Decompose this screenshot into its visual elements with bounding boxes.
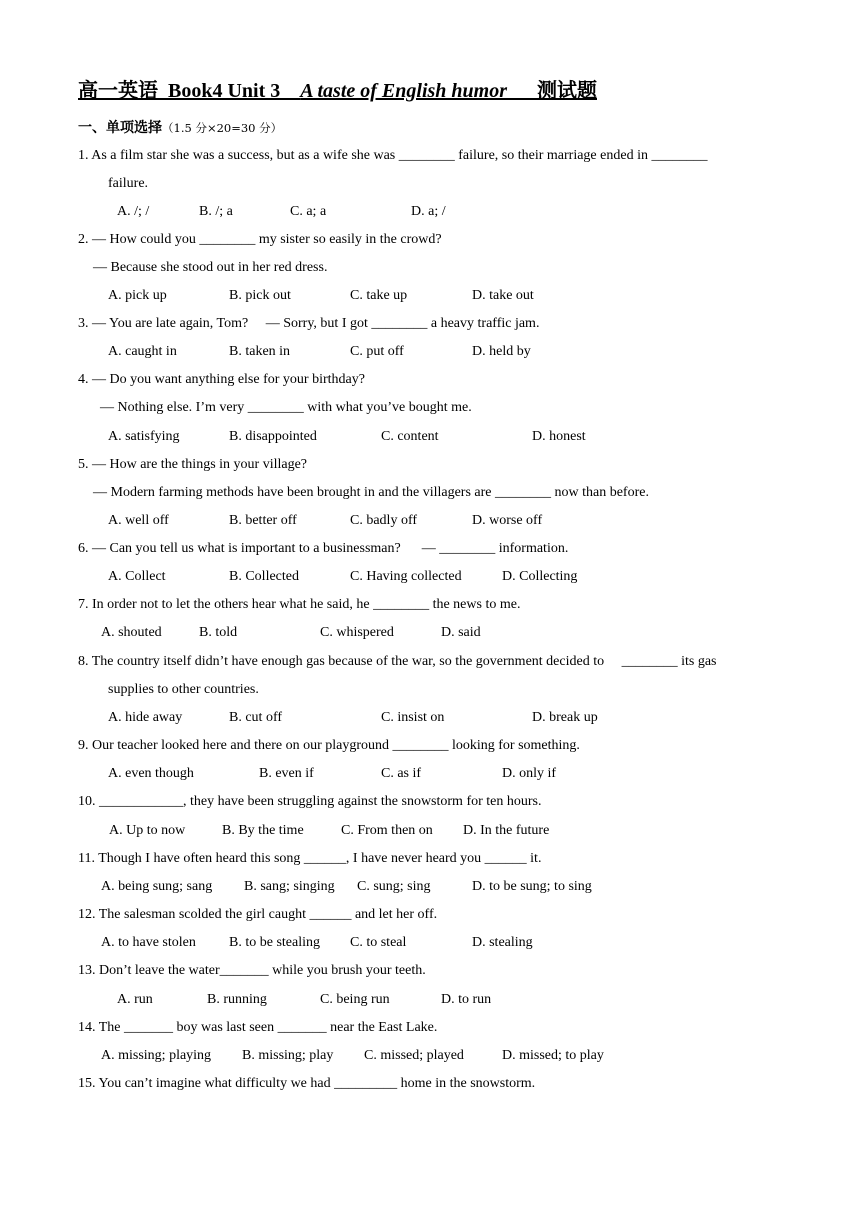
- option-c: C. badly off: [350, 513, 418, 528]
- question-text: 12. The salesman scolded the girl caught ______ and let her off.: [78, 907, 438, 922]
- option-a: A. run: [117, 992, 153, 1007]
- option-d: D. said: [441, 625, 481, 640]
- option-b: B. even if: [259, 766, 314, 781]
- option-b: B. By the time: [222, 823, 304, 838]
- option-b: B. missing; play: [242, 1048, 334, 1063]
- title-suffix: 测试题: [507, 80, 597, 102]
- option-c: C. insist on: [381, 710, 445, 725]
- option-b: B. running: [207, 992, 267, 1007]
- option-c: C. a; a: [290, 204, 327, 219]
- option-c: C. to steal: [350, 935, 407, 950]
- question-text: 13. Don’t leave the water_______ while you brush your teeth.: [78, 963, 426, 978]
- question-text-continued: — Because she stood out in her red dress.: [93, 260, 328, 275]
- option-a: A. caught in: [108, 344, 177, 359]
- option-c: C. take up: [350, 288, 408, 303]
- question-text: 3. — You are late again, Tom? — Sorry, but I got ________ a heavy traffic jam.: [78, 316, 540, 331]
- question-text: 11. Though I have often heard this song ______, I have never heard you ______ it.: [78, 851, 542, 866]
- option-d: D. stealing: [472, 935, 533, 950]
- option-c: C. whispered: [320, 625, 394, 640]
- option-a: A. satisfying: [108, 429, 180, 444]
- option-b: B. sang; singing: [244, 879, 335, 894]
- option-d: D. Collecting: [502, 569, 578, 584]
- title-italic: A taste of English humor: [300, 80, 507, 102]
- option-a: A. missing; playing: [101, 1048, 212, 1063]
- question-text: 10. ____________, they have been struggling against the snowstorm for ten hours.: [78, 794, 542, 809]
- page-title: [78, 78, 597, 104]
- option-b: B. /; a: [199, 204, 233, 219]
- question-text: 4. — Do you want anything else for your birthday?: [78, 372, 365, 387]
- section-label: 一、单项选择: [78, 120, 162, 136]
- option-c: C. Having collected: [350, 569, 462, 584]
- option-d: D. to run: [441, 992, 492, 1007]
- question-text: 5. — How are the things in your village?: [78, 457, 308, 472]
- question-text: 7. In order not to let the others hear what he said, he ________ the news to me.: [78, 597, 521, 612]
- option-a: A. shouted: [101, 625, 162, 640]
- option-c: C. as if: [381, 766, 422, 781]
- option-d: D. honest: [532, 429, 586, 444]
- question-text-continued: — Modern farming methods have been brought in and the villagers are ________ now than before.: [93, 485, 649, 500]
- question-text: 15. You can’t imagine what difficulty we had _________ home in the snowstorm.: [78, 1076, 536, 1091]
- option-d: D. only if: [502, 766, 557, 781]
- option-d: D. missed; to play: [502, 1048, 604, 1063]
- question-text: 14. The _______ boy was last seen _______ near the East Lake.: [78, 1020, 438, 1035]
- question-text-continued: failure.: [108, 176, 149, 191]
- option-d: D. held by: [472, 344, 531, 359]
- option-a: A. Up to now: [109, 823, 186, 838]
- option-d: D. a; /: [411, 204, 446, 219]
- option-a: A. Collect: [108, 569, 166, 584]
- option-a: A. well off: [108, 513, 169, 528]
- question-text: 1. As a film star she was a success, but as a wife she was ________ failure, so their marriage ended in ________: [78, 148, 708, 163]
- option-b: B. told: [199, 625, 238, 640]
- question-text: 9. Our teacher looked here and there on our playground ________ looking for something.: [78, 738, 580, 753]
- option-b: B. better off: [229, 513, 297, 528]
- option-c: C. From then on: [341, 823, 433, 838]
- option-a: A. being sung; sang: [101, 879, 213, 894]
- option-a: A. to have stolen: [101, 935, 196, 950]
- question-text: 8. The country itself didn’t have enough gas because of the war, so the government decided to ________ its gas: [78, 654, 717, 669]
- option-a: A. even though: [108, 766, 194, 781]
- option-c: C. being run: [320, 992, 390, 1007]
- option-a: A. /; /: [117, 204, 150, 219]
- title-prefix: 高一英语 Book4 Unit 3: [78, 80, 301, 102]
- option-d: D. take out: [472, 288, 534, 303]
- option-d: D. worse off: [472, 513, 543, 528]
- option-b: B. pick out: [229, 288, 291, 303]
- question-text-continued: — Nothing else. I’m very ________ with what you’ve bought me.: [100, 400, 472, 415]
- option-a: A. hide away: [108, 710, 183, 725]
- option-d: D. break up: [532, 710, 598, 725]
- question-text: 2. — How could you ________ my sister so easily in the crowd?: [78, 232, 442, 247]
- question-text: 6. — Can you tell us what is important to a businessman? — ________ information.: [78, 541, 569, 556]
- option-a: A. pick up: [108, 288, 167, 303]
- question-text-continued: supplies to other countries.: [108, 682, 259, 697]
- option-c: C. content: [381, 429, 439, 444]
- option-d: D. to be sung; to sing: [472, 879, 592, 894]
- option-b: B. disappointed: [229, 429, 317, 444]
- option-c: C. put off: [350, 344, 404, 359]
- option-b: B. taken in: [229, 344, 291, 359]
- option-b: B. to be stealing: [229, 935, 320, 950]
- option-d: D. In the future: [463, 823, 550, 838]
- option-c: C. sung; sing: [357, 879, 431, 894]
- section-heading: [78, 119, 282, 137]
- option-b: B. Collected: [229, 569, 299, 584]
- section-note: （1.5 分×20=30 分）: [162, 121, 283, 135]
- option-c: C. missed; played: [364, 1048, 464, 1063]
- option-b: B. cut off: [229, 710, 283, 725]
